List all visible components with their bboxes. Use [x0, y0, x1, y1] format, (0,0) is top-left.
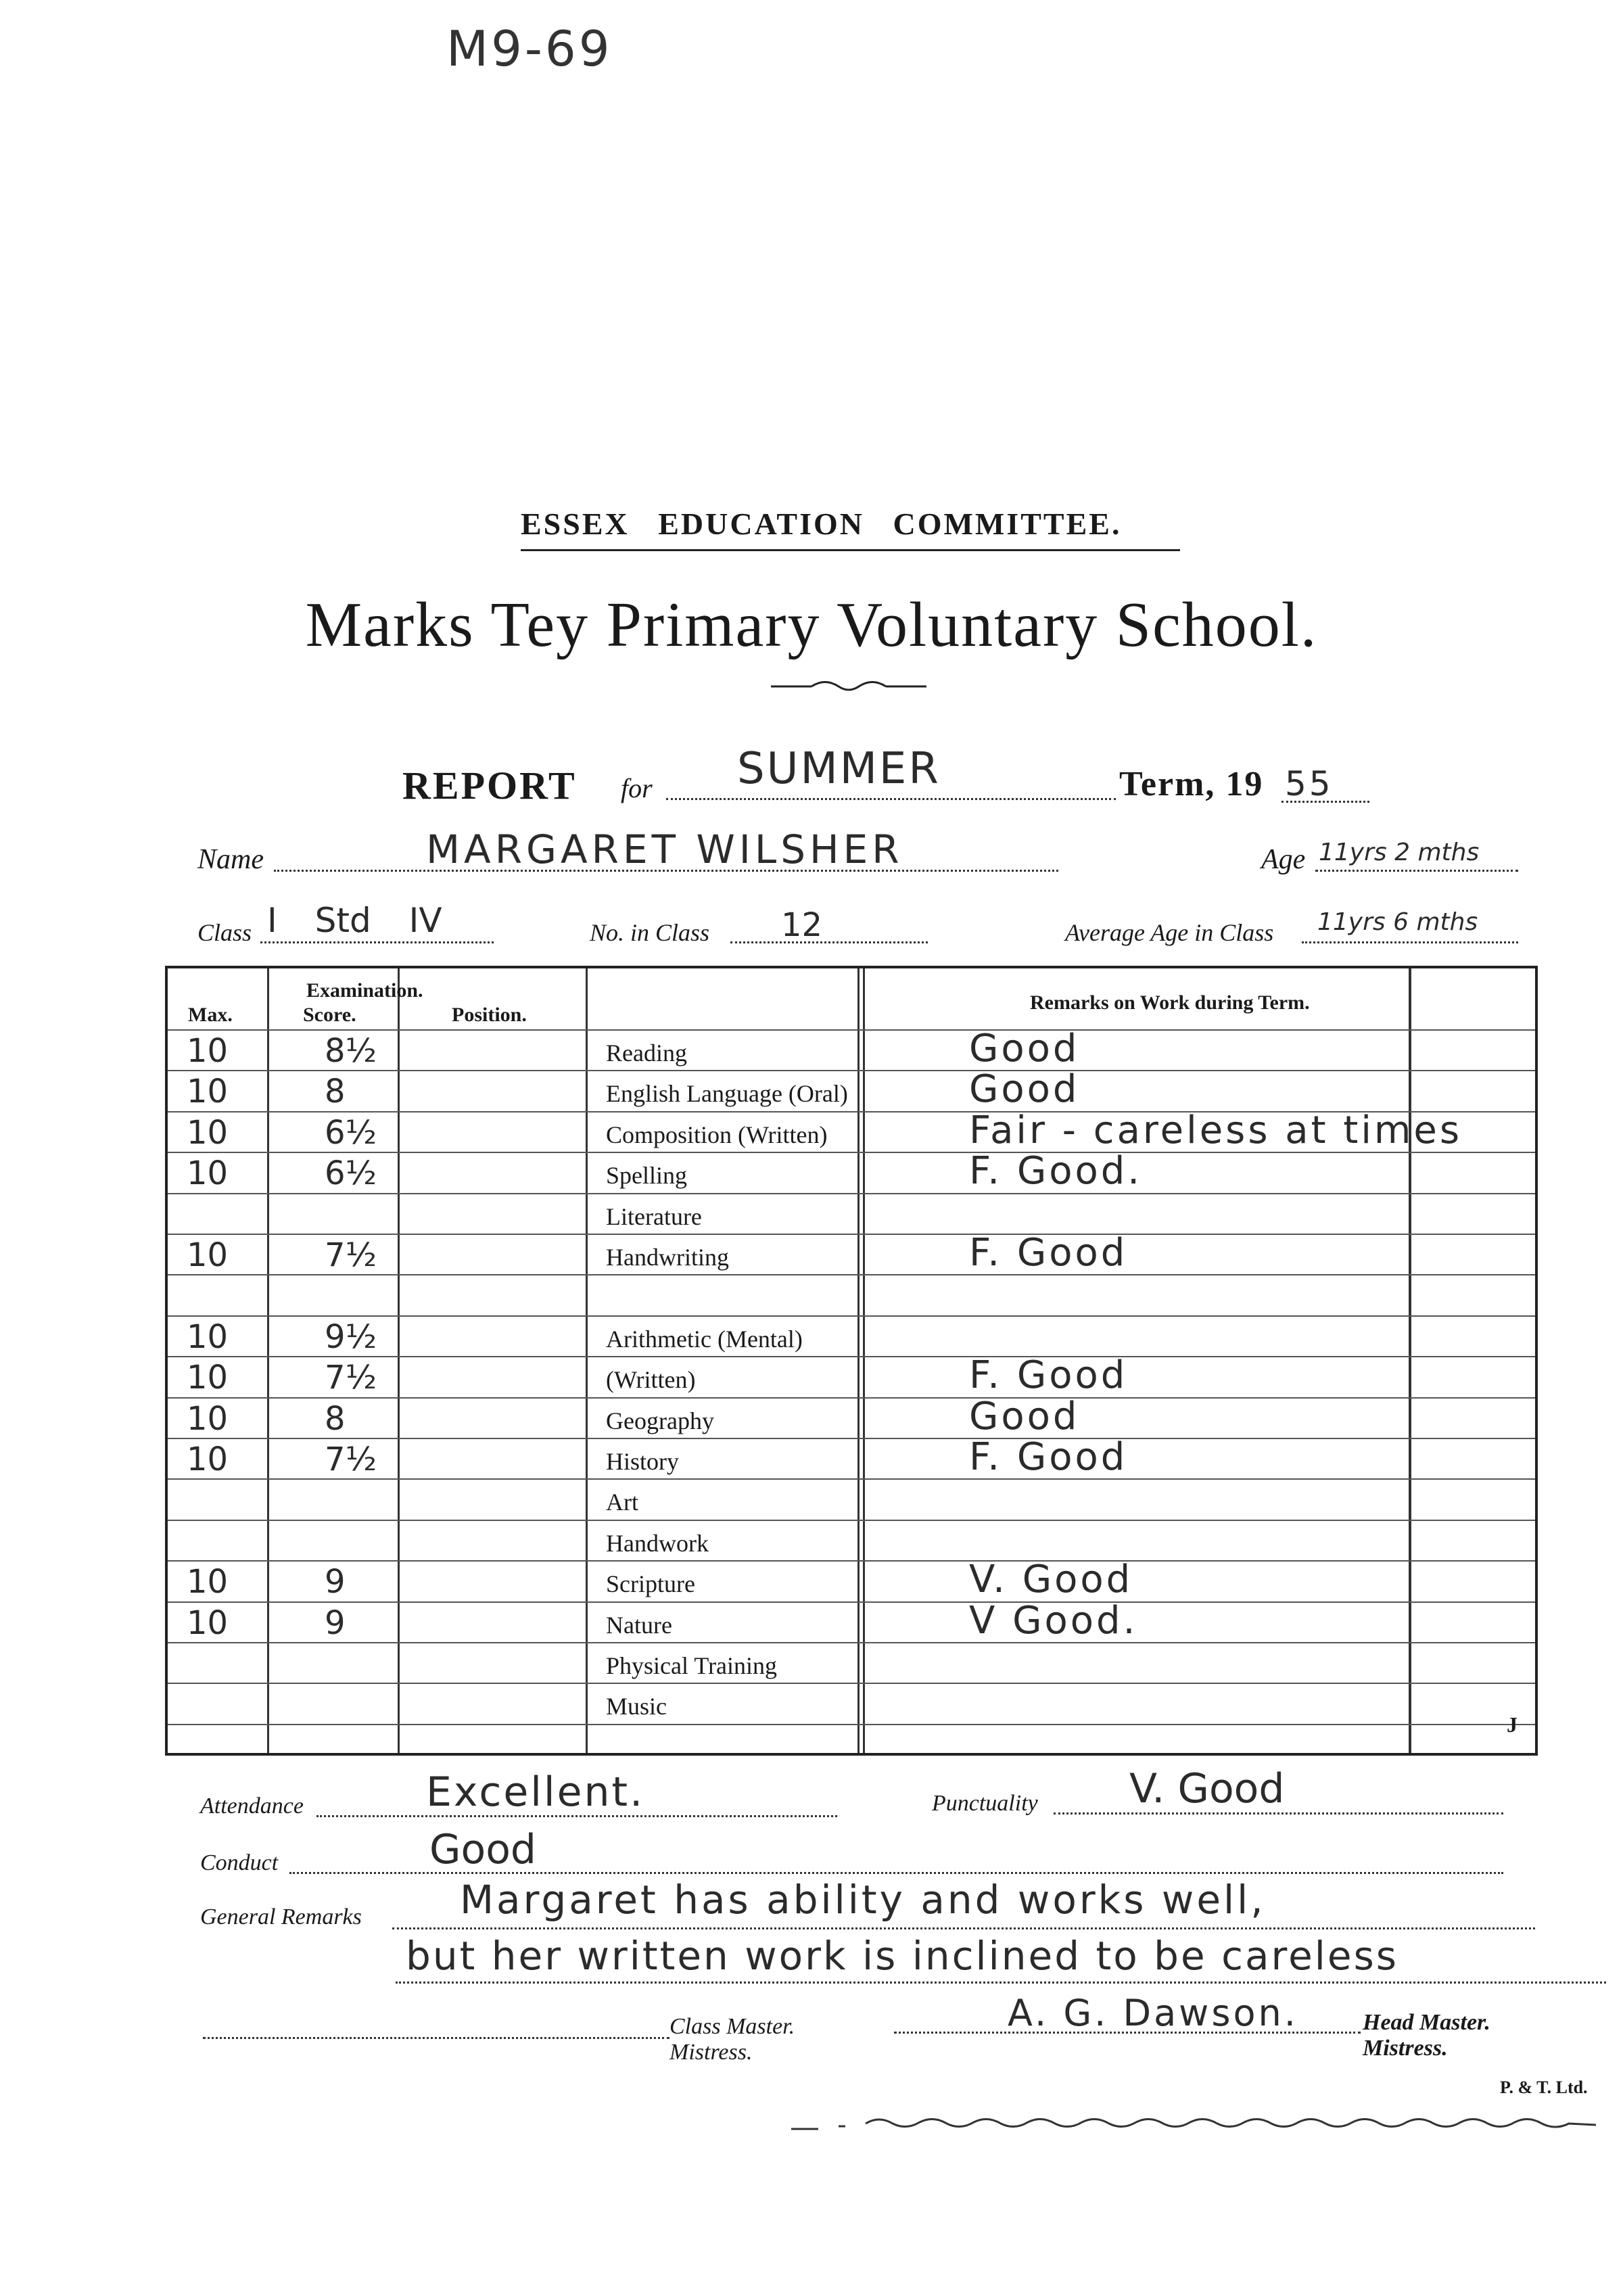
average-age-value: 11yrs 6 mths	[1317, 908, 1478, 936]
exam-score: 7½	[325, 1236, 377, 1274]
exam-score: 9½	[325, 1317, 377, 1356]
class-master-label: Class Master.	[669, 2014, 795, 2039]
no-in-class-value: 12	[781, 906, 823, 944]
age-label: Age	[1261, 844, 1306, 875]
max-score: 10	[187, 1317, 229, 1356]
max-score: 10	[187, 1032, 229, 1070]
max-score: 10	[187, 1073, 229, 1111]
exam-score: 8½	[325, 1032, 377, 1070]
row-rule	[168, 1683, 1535, 1684]
subject-name: Handwriting	[606, 1244, 729, 1271]
row-rule	[168, 1520, 1535, 1521]
max-score: 10	[187, 1399, 229, 1438]
marks-table	[165, 966, 1538, 1756]
term-label: Term, 19	[1119, 765, 1264, 803]
subject-name: Handwork	[606, 1529, 709, 1557]
printer-mark: P. & T. Ltd.	[1500, 2078, 1588, 2097]
score-header: Score.	[303, 1004, 356, 1026]
term-remark: Good	[969, 1067, 1080, 1112]
subject-name: Nature	[606, 1611, 672, 1639]
average-age-label: Average Age in Class	[1065, 919, 1274, 946]
conduct-label: Conduct	[200, 1850, 279, 1875]
subject-name: Physical Training	[606, 1652, 778, 1679]
for-label: for	[621, 773, 653, 803]
head-mistress-label: Mistress.	[1363, 2036, 1448, 2061]
ornament-divider	[771, 676, 926, 697]
row-rule	[168, 1356, 1535, 1357]
committee-underline	[521, 549, 1180, 551]
term-remark: F. Good	[969, 1435, 1128, 1479]
age-dotted-line	[1315, 870, 1518, 872]
archive-reference: M9-69	[446, 20, 613, 77]
term-remark: V Good.	[969, 1598, 1138, 1643]
age-value: 11yrs 2 mths	[1319, 839, 1480, 866]
term-remark: V. Good	[969, 1557, 1133, 1602]
row-rule	[168, 1438, 1535, 1439]
attendance-value: Excellent.	[426, 1768, 645, 1816]
subject-name: Composition (Written)	[606, 1121, 828, 1148]
no-in-class-dotted-line	[730, 941, 928, 943]
year-value: 55	[1285, 764, 1334, 803]
no-in-class-label: No. in Class	[590, 919, 710, 946]
class-mistress-label: Mistress.	[669, 2040, 753, 2065]
row-rule	[168, 1601, 1535, 1603]
average-age-dotted-line	[1302, 941, 1518, 943]
conduct-value: Good	[429, 1826, 536, 1873]
exam-score: 8	[325, 1073, 346, 1111]
school-name: Marks Tey Primary Voluntary School.	[305, 590, 1318, 660]
max-score: 10	[187, 1236, 229, 1274]
row-rule	[168, 1234, 1535, 1235]
position-header: Position.	[452, 1004, 527, 1026]
subject-name: Scripture	[606, 1570, 695, 1598]
term-remark: Good	[969, 1394, 1080, 1438]
header-rule	[168, 1029, 1535, 1031]
subject-name: Geography	[606, 1407, 714, 1434]
row-rule	[168, 1315, 1535, 1317]
general-remarks-line-2	[396, 1982, 1606, 1984]
exam-score: 7½	[325, 1359, 377, 1397]
term-remark: Good	[969, 1027, 1080, 1071]
name-label: Name	[197, 844, 264, 875]
punctuality-dotted-line	[1054, 1812, 1503, 1814]
class-dotted-line	[260, 941, 494, 943]
exam-score: 9	[325, 1603, 346, 1642]
subject-name: Music	[606, 1693, 667, 1720]
exam-score: 8	[325, 1399, 346, 1438]
subject-name: History	[606, 1448, 679, 1475]
committee-heading: ESSEX EDUCATION COMMITTEE.	[521, 507, 1122, 541]
report-label: REPORT	[402, 764, 577, 807]
remarks-header: Remarks on Work during Term.	[1030, 991, 1310, 1014]
subject-name: (Written)	[606, 1366, 696, 1394]
subject-name: English Language (Oral)	[606, 1080, 848, 1108]
row-rule	[168, 1070, 1535, 1071]
max-score: 10	[187, 1113, 229, 1152]
head-signature: A. G. Dawson.	[1008, 1992, 1298, 2034]
term-value: SUMMER	[737, 744, 941, 794]
term-remark: F. Good.	[969, 1149, 1143, 1194]
col-divider-score	[398, 968, 400, 1753]
row-rule	[168, 1397, 1535, 1399]
general-remarks-text-1: Margaret has ability and works well,	[460, 1877, 1266, 1923]
row-rule	[168, 1724, 1535, 1725]
exam-score: 7½	[325, 1440, 377, 1478]
term-remark: F. Good	[969, 1231, 1128, 1275]
punctuality-value: V. Good	[1129, 1765, 1285, 1812]
max-score: 10	[187, 1440, 229, 1478]
row-rule	[168, 1274, 1535, 1275]
row-rule	[168, 1642, 1535, 1643]
max-score: 10	[187, 1563, 229, 1601]
student-name: MARGARET WILSHER	[426, 826, 903, 872]
attendance-label: Attendance	[200, 1794, 304, 1819]
general-remarks-text-2: but her written work is inclined to be careless	[406, 1933, 1399, 1979]
max-score: 10	[187, 1154, 229, 1193]
head-master-label: Head Master.	[1363, 2010, 1490, 2035]
corner-mark: J	[1507, 1712, 1518, 1737]
class-teacher-signature-line	[203, 2037, 669, 2039]
exam-score: 9	[325, 1563, 346, 1601]
col-divider-position	[586, 968, 588, 1753]
general-remarks-line-1	[392, 1927, 1535, 1929]
max-header: Max.	[188, 1004, 233, 1026]
exam-score: 6½	[325, 1113, 377, 1152]
general-remarks-label: General Remarks	[200, 1904, 362, 1929]
max-score: 10	[187, 1603, 229, 1642]
row-rule	[168, 1478, 1535, 1480]
row-rule	[168, 1560, 1535, 1562]
term-remark: Fair - careless at times	[969, 1108, 1463, 1152]
exam-score: 6½	[325, 1154, 377, 1193]
subject-name: Spelling	[606, 1162, 688, 1190]
examination-header: Examination.	[306, 979, 423, 1002]
punctuality-label: Punctuality	[932, 1791, 1038, 1816]
subject-name: Literature	[606, 1202, 702, 1230]
class-value: I Std IV	[267, 901, 442, 940]
term-dotted-line	[666, 798, 1116, 800]
subject-name: Arithmetic (Mental)	[606, 1325, 803, 1353]
subject-name: Reading	[606, 1039, 687, 1067]
col-divider-max	[267, 968, 269, 1753]
col-divider-subject	[857, 968, 860, 1753]
decorative-wavy-line	[791, 2110, 1603, 2137]
class-label: Class	[197, 919, 252, 946]
row-rule	[168, 1193, 1535, 1194]
term-remark: F. Good	[969, 1353, 1128, 1398]
col-divider-right	[1409, 968, 1411, 1753]
subject-name: Art	[606, 1489, 638, 1516]
max-score: 10	[187, 1359, 229, 1397]
col-divider-subject-double	[863, 968, 865, 1753]
